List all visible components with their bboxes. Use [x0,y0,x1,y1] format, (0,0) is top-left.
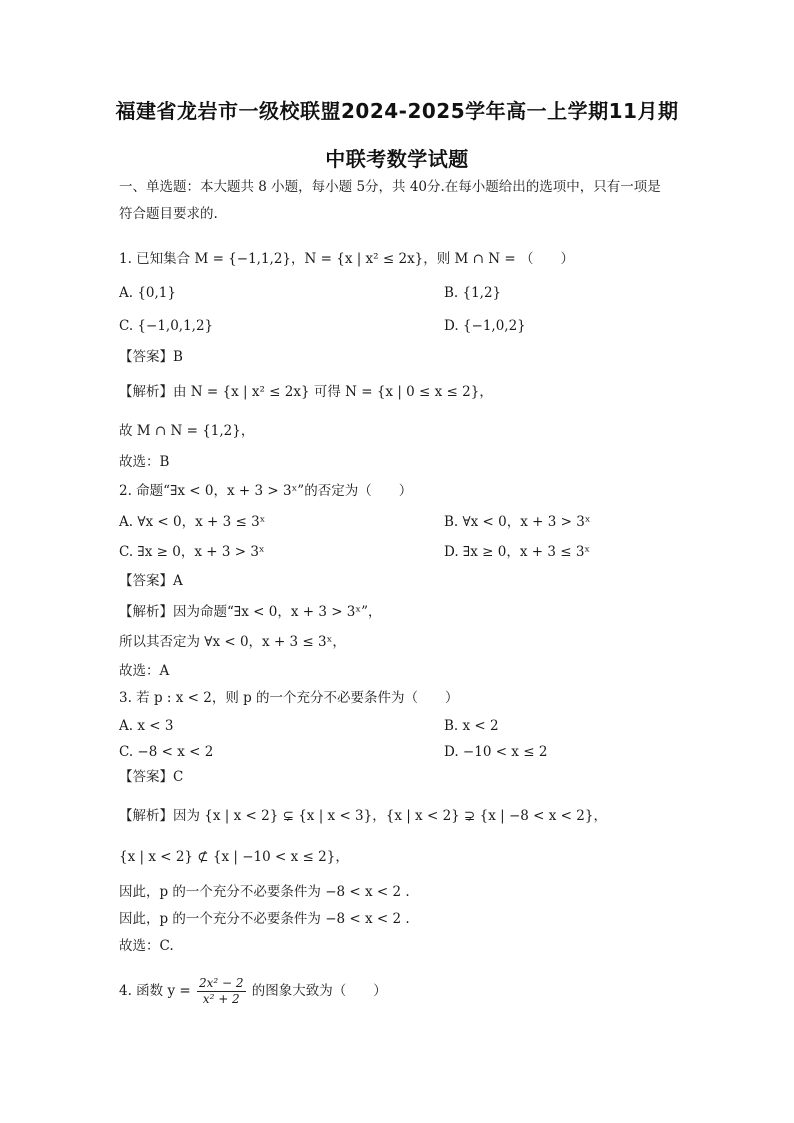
question-1-option-d: D. {−1,0,2} [444,318,526,334]
question-1-analysis-2: 故 M ∩ N = {1,2}， [119,423,255,439]
question-4-stem-suffix: 的图象大致为（ ） [247,983,387,999]
question-3-option-a: A. x < 3 [119,718,174,734]
question-4-stem-prefix: 4. 函数 y = [119,983,195,999]
question-1-analysis-1: 【解析】由 N = {x | x² ≤ 2x} 可得 N = {x | 0 ≤ x ≤ 2}， [119,384,493,400]
question-3-option-d: D. −10 < x ≤ 2 [444,744,548,760]
question-3-analysis-3: 因此，p 的一个充分不必要条件为 −8 < x < 2 . [119,884,410,900]
question-1-option-b: B. {1,2} [444,285,502,301]
question-3-answer: 【答案】C [119,769,184,785]
question-4-stem [119,976,387,1007]
question-2-analysis-3: 故选：A [119,663,170,679]
paper-title-line-2: 中联考数学试题 [325,147,469,171]
question-1-option-c: C. {−1,0,1,2} [119,318,214,334]
question-2-stem: 2. 命题“∃x < 0，x + 3 > 3ˣ”的否定为（ ） [119,483,413,499]
question-3-analysis-5: 故选：C. [119,938,174,954]
paper-title-line-1: 福建省龙岩市一级校联盟2024-2025学年高一上学期11月期 [115,99,679,123]
question-1-analysis-3: 故选：B [119,454,170,470]
question-3-analysis-4: 因此，p 的一个充分不必要条件为 −8 < x < 2 . [119,911,410,927]
question-2-answer: 【答案】A [119,573,183,589]
question-3-option-c: C. −8 < x < 2 [119,744,214,760]
question-1-answer: 【答案】B [119,349,183,365]
fraction-numerator: 2x² − 2 [198,976,244,990]
section-intro-cont: 符合题目要求的. [119,206,218,222]
question-2-option-c: C. ∃x ≥ 0，x + 3 > 3ˣ [119,544,265,560]
question-3-stem: 3. 若 p : x < 2，则 p 的一个充分不必要条件为（ ） [119,690,459,706]
section-intro: 一、单选题：本大题共 8 小题，每小题 5分，共 40分.在每小题给出的选项中，只有一项是 [119,179,661,195]
question-3-analysis-2: {x | x < 2} ⊄ {x | −10 < x ≤ 2}， [119,849,349,865]
question-2-option-b: B. ∀x < 0，x + 3 > 3ˣ [444,514,591,530]
question-1-stem: 1. 已知集合 M = {−1,1,2}，N = {x | x² ≤ 2x}，则 M ∩ N = （ ） [119,251,574,267]
question-3-analysis-1: 【解析】因为 {x | x < 2} ⊊ {x | x < 3}，{x | x < 2} ⊋ {x | −8 < x < 2}， [119,808,607,824]
fraction-denominator: x² + 2 [202,992,240,1006]
question-3-option-b: B. x < 2 [444,718,499,734]
question-2-analysis-1: 【解析】因为命题“∃x < 0，x + 3 > 3ˣ”， [119,604,382,620]
question-4-fraction [197,976,246,1007]
question-2-analysis-2: 所以其否定为 ∀x < 0，x + 3 ≤ 3ˣ， [119,634,346,650]
question-2-option-a: A. ∀x < 0，x + 3 ≤ 3ˣ [119,514,266,530]
question-1-option-a: A. {0,1} [119,285,176,301]
question-2-option-d: D. ∃x ≥ 0，x + 3 ≤ 3ˣ [444,544,591,560]
